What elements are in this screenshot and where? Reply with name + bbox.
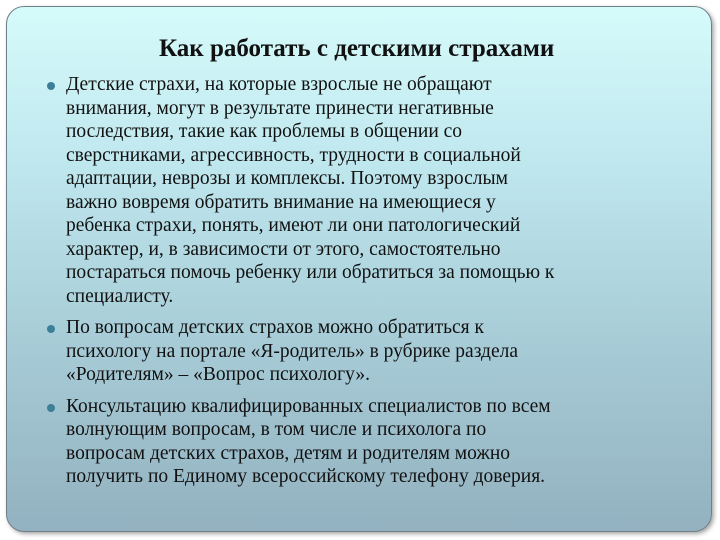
text-line: сверстниками, агрессивность, трудности в социальной [66, 144, 521, 166]
text-line: «Родителям» – «Вопрос психологу». [66, 364, 370, 385]
text-line: Консультацию квалифицированных специалистов по всем [66, 395, 551, 417]
text-line: психологу на портале «Я-родитель» в рубрике раздела [66, 340, 519, 362]
bullet-item [44, 73, 684, 308]
bullet-dot-icon [47, 325, 55, 333]
text-line: специалисту. [66, 285, 174, 307]
text-line: Детские страхи, на которые взрослые не обращают [66, 74, 492, 95]
bullet-dot-icon [47, 404, 55, 412]
bullet-dot-icon [47, 82, 55, 90]
text-line: волнующим вопросам, в том числе и психолога по [66, 419, 487, 440]
text-line: ребенка страхи, понять, имеют ли они патологический [66, 215, 521, 236]
text-line: внимания, могут в результате принести негативные [66, 97, 494, 119]
bullet-text [66, 395, 684, 489]
text-line: вопросам детских страхов, детям и родителям можно [66, 442, 511, 464]
text-line: последствия, такие как проблемы в общении со [66, 121, 463, 142]
text-line: адаптации, неврозы и комплексы. Поэтому взрослым [66, 168, 508, 189]
bullet-item [44, 316, 684, 387]
bullet-text [66, 316, 684, 387]
text-line: получить по Единому всероссийскому телефону доверия. [66, 466, 546, 487]
text-line: постараться помочь ребенку или обратиться за помощью к [66, 262, 555, 283]
text-line: характер, и, в зависимости от этого, самостоятельно [66, 238, 501, 260]
text-line: По вопросам детских страхов можно обратиться к [66, 317, 484, 338]
bullet-list [44, 73, 684, 497]
bullet-text [66, 73, 684, 308]
slide-title: Как работать с детскими страхами [159, 35, 555, 62]
bullet-item [44, 395, 684, 489]
slide [6, 6, 712, 532]
text-line: важно вовремя обратить внимание на имеющиеся у [66, 191, 496, 213]
